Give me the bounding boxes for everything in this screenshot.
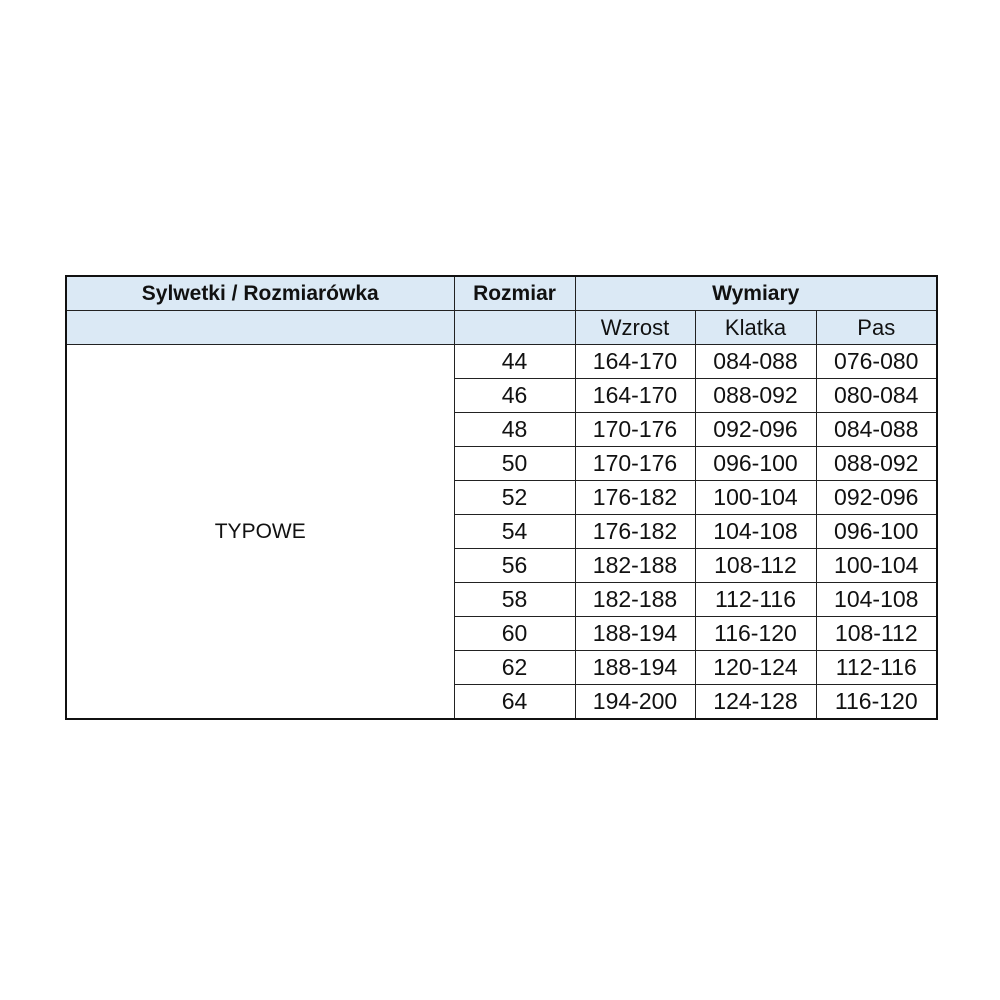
chest-cell: 120-124 — [695, 651, 816, 685]
height-cell: 170-176 — [575, 447, 695, 481]
size-cell: 54 — [454, 515, 575, 549]
silhouette-cell: TYPOWE — [66, 345, 454, 720]
height-cell: 188-194 — [575, 617, 695, 651]
waist-cell: 100-104 — [816, 549, 937, 583]
height-cell: 182-188 — [575, 549, 695, 583]
height-cell: 188-194 — [575, 651, 695, 685]
size-header: Rozmiar — [454, 276, 575, 311]
size-cell: 64 — [454, 685, 575, 720]
waist-cell: 104-108 — [816, 583, 937, 617]
chest-cell: 100-104 — [695, 481, 816, 515]
waist-cell: 076-080 — [816, 345, 937, 379]
height-cell: 182-188 — [575, 583, 695, 617]
table-row — [66, 345, 937, 379]
size-cell: 62 — [454, 651, 575, 685]
silhouette-header: Sylwetki / Rozmiarówka — [66, 276, 454, 311]
height-cell: 164-170 — [575, 345, 695, 379]
waist-cell: 092-096 — [816, 481, 937, 515]
sub-header-row — [66, 311, 937, 345]
size-cell: 44 — [454, 345, 575, 379]
waist-cell: 108-112 — [816, 617, 937, 651]
height-cell: 164-170 — [575, 379, 695, 413]
size-cell: 52 — [454, 481, 575, 515]
height-subheader: Wzrost — [575, 311, 695, 345]
size-subheader-empty — [454, 311, 575, 345]
height-cell: 176-182 — [575, 515, 695, 549]
measurements-header: Wymiary — [575, 276, 937, 311]
waist-cell: 088-092 — [816, 447, 937, 481]
waist-subheader: Pas — [816, 311, 937, 345]
chest-cell: 116-120 — [695, 617, 816, 651]
chest-cell: 112-116 — [695, 583, 816, 617]
size-cell: 50 — [454, 447, 575, 481]
size-cell: 60 — [454, 617, 575, 651]
height-cell: 176-182 — [575, 481, 695, 515]
chest-subheader: Klatka — [695, 311, 816, 345]
waist-cell: 084-088 — [816, 413, 937, 447]
silhouette-subheader-empty — [66, 311, 454, 345]
header-row — [66, 276, 937, 311]
size-cell: 58 — [454, 583, 575, 617]
size-cell: 56 — [454, 549, 575, 583]
height-cell: 194-200 — [575, 685, 695, 720]
size-chart-table — [65, 275, 938, 720]
chest-cell: 108-112 — [695, 549, 816, 583]
chest-cell: 104-108 — [695, 515, 816, 549]
chest-cell: 096-100 — [695, 447, 816, 481]
size-cell: 48 — [454, 413, 575, 447]
chest-cell: 084-088 — [695, 345, 816, 379]
chest-cell: 092-096 — [695, 413, 816, 447]
chest-cell: 088-092 — [695, 379, 816, 413]
waist-cell: 080-084 — [816, 379, 937, 413]
waist-cell: 112-116 — [816, 651, 937, 685]
size-cell: 46 — [454, 379, 575, 413]
waist-cell: 096-100 — [816, 515, 937, 549]
chest-cell: 124-128 — [695, 685, 816, 720]
height-cell: 170-176 — [575, 413, 695, 447]
waist-cell: 116-120 — [816, 685, 937, 720]
